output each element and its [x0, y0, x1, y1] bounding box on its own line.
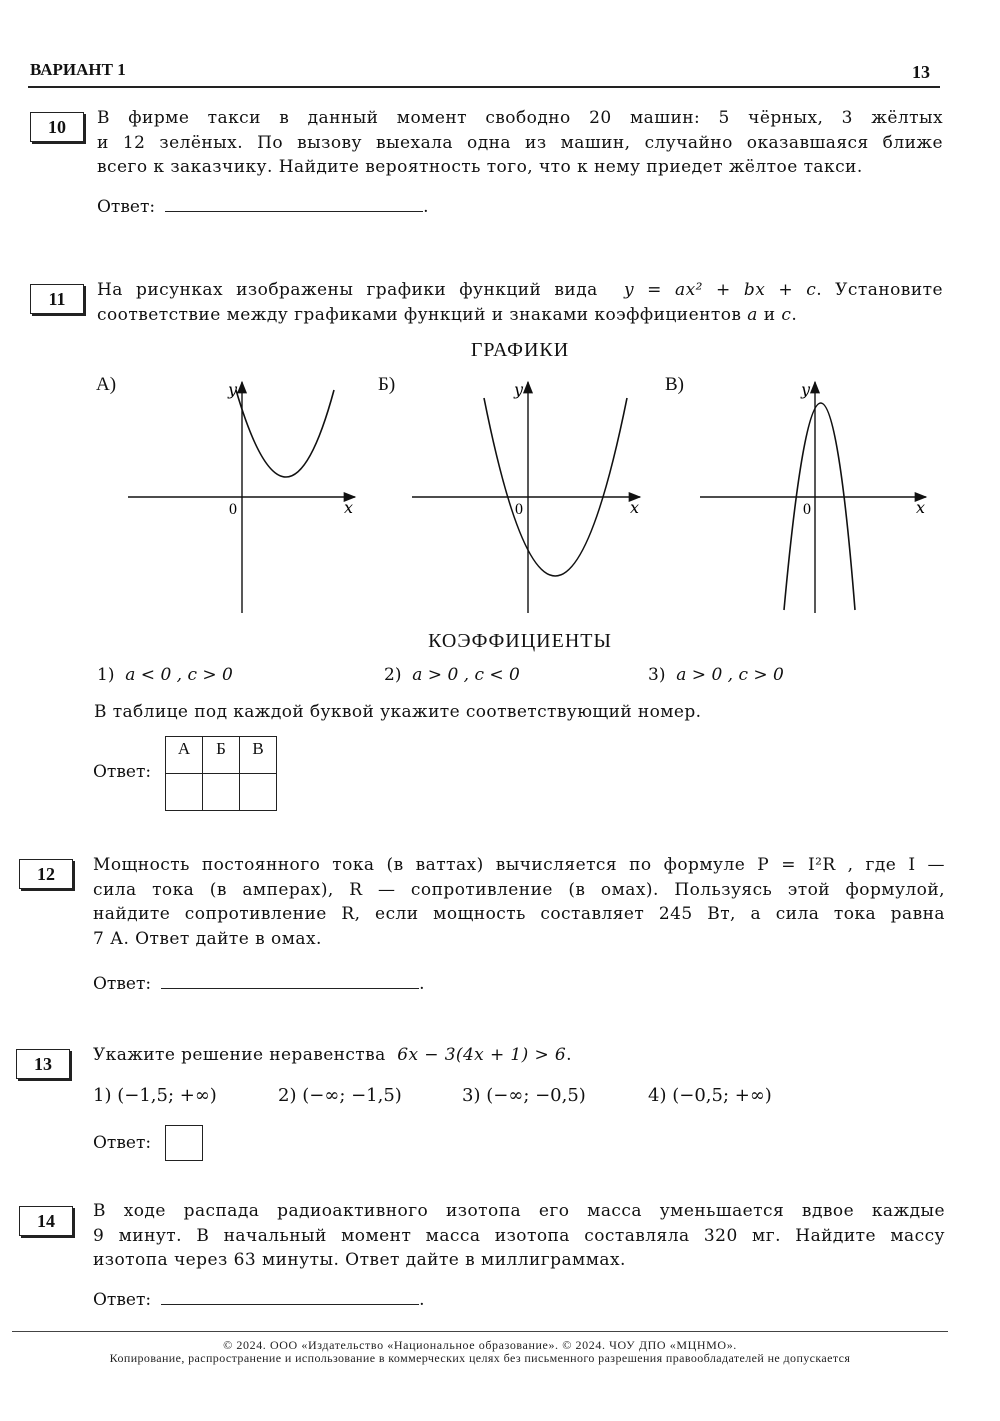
answer-label: Ответ:	[93, 974, 152, 994]
graphs-figure	[0, 370, 1000, 620]
task-11-answer-table	[165, 736, 277, 811]
graph-label-v: В)	[665, 374, 684, 395]
table-header-b: Б	[203, 737, 240, 774]
graph-b-y-label: y	[514, 380, 524, 399]
task-12-line-3: найдите сопротивление R, если мощность составляет 245 Вт, а сила тока равна	[93, 904, 945, 924]
task-11-line-1-end: . Установите	[816, 280, 943, 300]
task-10-line-3: всего к заказчику. Найдите вероятность того, что к нему приедет жёлтое такси.	[97, 157, 863, 177]
graph-v	[700, 380, 926, 613]
task-13-option-3: 3) (−∞; −0,5)	[462, 1085, 586, 1106]
graph-v-y-label: y	[801, 380, 811, 399]
task-13-inequality: 6x − 3(4x + 1) > 6	[397, 1045, 567, 1065]
task-10-text	[97, 106, 943, 180]
table-header-v: В	[240, 737, 277, 774]
coef-option-3: 3) a > 0 , c > 0	[648, 665, 784, 685]
task-11-instruction: В таблице под каждой буквой укажите соответствующий номер.	[94, 702, 702, 722]
task-12-line-4: 7 А. Ответ дайте в омах.	[93, 928, 322, 949]
task-14-line-3: изотопа через 63 минуты. Ответ дайте в миллиграммах.	[93, 1250, 626, 1270]
task-13-answer-box[interactable]	[165, 1125, 203, 1161]
variant-title: ВАРИАНТ 1	[30, 60, 126, 79]
task-12-line-2: сила тока (в амперах), R — сопротивление (в омах). Пользуясь этой формулой,	[93, 879, 945, 900]
footer-notice: Копирование, распространение и использование в коммерческих целях без письменного разрешения правообладателей не допускается	[109, 1351, 851, 1365]
answer-line[interactable]	[165, 197, 423, 212]
graph-a	[128, 380, 355, 613]
graph-v-x-label: x	[916, 498, 926, 517]
task-13-option-1: 1) (−1,5; +∞)	[93, 1085, 217, 1106]
graph-label-b: Б)	[378, 374, 396, 395]
graph-a-origin: 0	[229, 501, 237, 518]
task-11-answer-label: Ответ:	[93, 762, 152, 782]
task-14-text	[93, 1199, 945, 1273]
task-11-line-1	[97, 278, 943, 303]
task-11-text	[97, 278, 943, 327]
graph-b-parabola	[484, 398, 627, 576]
task-14-line-2: 9 минут. В начальный момент масса изотопа составляла 320 мг. Найдите массу	[93, 1225, 945, 1246]
task-12-answer: Ответ: .	[93, 974, 425, 994]
graph-a-y-label: y	[228, 380, 238, 399]
task-10-line-2: и 12 зелёных. По вызову выехала одна из машин, случайно оказавшаяся ближе	[97, 132, 943, 153]
task-11-number: 11	[30, 284, 84, 314]
answer-line[interactable]	[161, 1290, 419, 1305]
footer-copyright: © 2024. ООО «Издательство «Национальное образование». © 2024. ЧОУ ДПО «МЦНМО».	[223, 1338, 737, 1352]
footer-divider	[12, 1331, 948, 1332]
answer-line[interactable]	[161, 974, 419, 989]
task-10-number: 10	[30, 112, 84, 142]
task-13-text: Укажите решение неравенства 6x − 3(4x + 1) > 6.	[93, 1045, 572, 1065]
page-number: 13	[912, 62, 930, 82]
graph-a-x-label: x	[344, 498, 354, 517]
answer-cell-v[interactable]	[240, 774, 277, 811]
task-10-answer: Ответ: .	[97, 197, 429, 217]
task-11-line-2: соответствие между графиками функций и знаками коэффициентов a и c.	[97, 304, 798, 325]
graph-a-parabola	[236, 390, 334, 477]
coefficients-title: КОЭФФИЦИЕНТЫ	[428, 630, 612, 652]
task-11-formula: y = ax² + bx + c	[623, 280, 817, 300]
task-12-number: 12	[19, 859, 73, 889]
graph-label-a: А)	[96, 374, 117, 395]
task-13-option-2: 2) (−∞; −1,5)	[278, 1085, 402, 1106]
graph-b-x-label: x	[630, 498, 640, 517]
answer-label: Ответ:	[97, 197, 156, 217]
graph-b	[412, 380, 640, 613]
coef-option-2: 2) a > 0 , c < 0	[384, 665, 520, 685]
table-header-a: А	[166, 737, 203, 774]
task-13-answer-label: Ответ:	[93, 1133, 152, 1153]
task-11-line-1-start: На рисунках изображены графики функций вида	[97, 280, 598, 300]
task-13-option-4: 4) (−0,5; +∞)	[648, 1085, 772, 1106]
answer-label: Ответ:	[93, 1290, 152, 1310]
task-10-line-1: В фирме такси в данный момент свободно 20 машин: 5 чёрных, 3 жёлтых	[97, 108, 943, 128]
task-14-line-1: В ходе распада радиоактивного изотопа его масса уменьшается вдвое каждые	[93, 1201, 945, 1221]
var-a: a	[747, 304, 758, 325]
header-divider	[28, 86, 940, 88]
task-13-number: 13	[16, 1049, 70, 1079]
task-12-line-1: Мощность постоянного тока (в ваттах) вычисляется по формуле P = I²R , где I —	[93, 855, 945, 875]
graph-b-origin: 0	[515, 501, 523, 518]
task-14-answer: Ответ: .	[93, 1290, 425, 1310]
graph-v-parabola	[784, 403, 855, 610]
graph-v-origin: 0	[803, 501, 811, 518]
var-c: c	[781, 304, 792, 325]
answer-cell-b[interactable]	[203, 774, 240, 811]
answer-cell-a[interactable]	[166, 774, 203, 811]
task-14-number: 14	[19, 1206, 73, 1236]
task-12-text	[93, 853, 945, 951]
coef-option-1: 1) a < 0 , c > 0	[97, 665, 233, 685]
graphs-title: ГРАФИКИ	[470, 339, 570, 361]
